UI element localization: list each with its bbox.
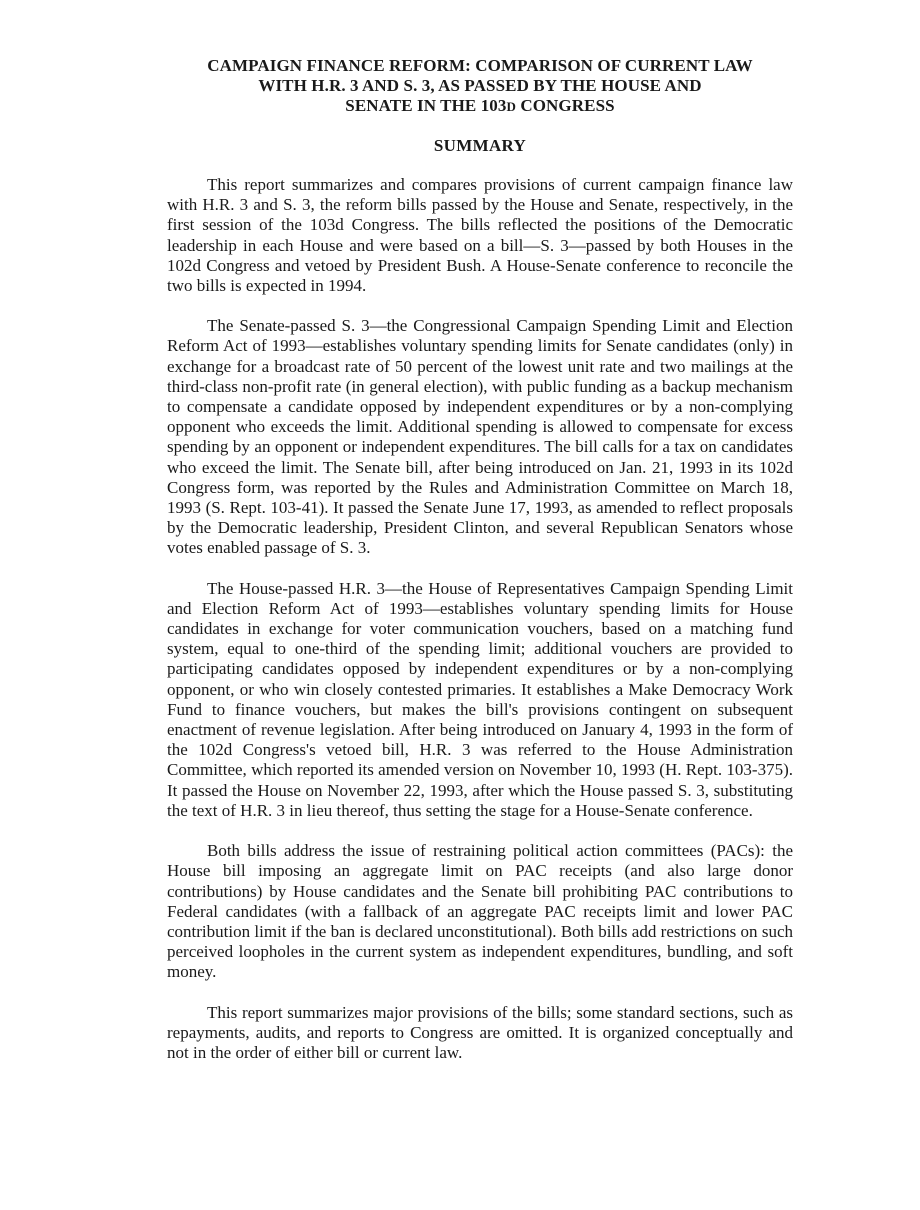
title-line-3-suffix: CONGRESS [516,96,615,115]
summary-paragraph-3: The House-passed H.R. 3—the House of Representatives Campaign Spending Limit and Election Reform Act of 1993—establishes voluntary spending limits for House candidates in exchange for voter communication vouchers, based on a matching fund system, equal to one-third of the spending limit; additional vouchers are provided to participating candidates opposed by independent expenditures or by a non-complying opponent, or who win closely contested primaries. It establishes a Make Democracy Work Fund to finance vouchers, but makes the bill's provisions contingent on subsequent enactment of revenue legislation. After being introduced on January 4, 1993 in the form of the 102d Congress's vetoed bill, H.R. 3 was referred to the House Administration Committee, which reported its amended version on November 10, 1993 (H. Rept. 103-375). It passed the House on November 22, 1993, after which the House passed S. 3, substituting the text of H.R. 3 in lieu thereof, thus setting the stage for a House-Senate conference. [167,578,793,820]
title-line-3-ordinal: D [506,99,516,114]
summary-paragraph-1: This report summarizes and compares provisions of current campaign finance law with H.R. 3 and S. 3, the reform bills passed by the House and Senate, respectively, in the first session of the 103d Congress. The bills reflected the positions of the Democratic leadership in each House and were based on a bill—S. 3—passed by both Houses in the 102d Congress and vetoed by President Bush. A House-Senate conference to reconcile the two bills is expected in 1994. [167,175,793,296]
document-page [167,56,793,1083]
summary-paragraph-5: This report summarizes major provisions of the bills; some standard sections, such as repayments, audits, and reports to Congress are omitted. It is organized conceptually and not in the order of either bill or current law. [167,1002,793,1062]
title-line-1: CAMPAIGN FINANCE REFORM: COMPARISON OF CURRENT LAW [207,56,753,75]
title-line-3-prefix: SENATE IN THE 103 [345,96,507,115]
summary-paragraph-2: The Senate-passed S. 3—the Congressional Campaign Spending Limit and Election Reform Act of 1993—establishes voluntary spending limits for Senate candidates (only) in exchange for a broadcast rate of 50 percent of the lowest unit rate and two mailings at the third-class non-profit rate (in general election), with public funding as a backup mechanism to compensate a candidate opposed by independent expenditures or by a non-complying opponent who exceeds the limit. Additional spending is allowed to compensate for excess spending by an opponent or independent expenditures. The bill calls for a tax on candidates who exceed the limit. The Senate bill, after being introduced on Jan. 21, 1993 in its 102d Congress form, was reported by the Rules and Administration Committee on March 18, 1993 (S. Rept. 103-41). It passed the Senate June 17, 1993, as amended to reflect proposals by the Democratic leadership, President Clinton, and several Republican Senators whose votes enabled passage of S. 3. [167,316,793,558]
title-line-2: WITH H.R. 3 AND S. 3, AS PASSED BY THE HOUSE AND [258,76,702,95]
title-line-3 [345,96,614,115]
document-title [167,56,793,117]
summary-heading: SUMMARY [433,136,527,155]
summary-paragraph-4: Both bills address the issue of restraining political action committees (PACs): the House bill imposing an aggregate limit on PAC receipts (and also large donor contributions) by House candidates and the Senate bill prohibiting PAC contributions to Federal candidates (with a fallback of an aggregate PAC receipts limit and lower PAC contribution limit if the ban is declared unconstitutional). Both bills add restrictions on such perceived loopholes in the current system as independent expenditures, bundling, and soft money. [167,841,793,982]
